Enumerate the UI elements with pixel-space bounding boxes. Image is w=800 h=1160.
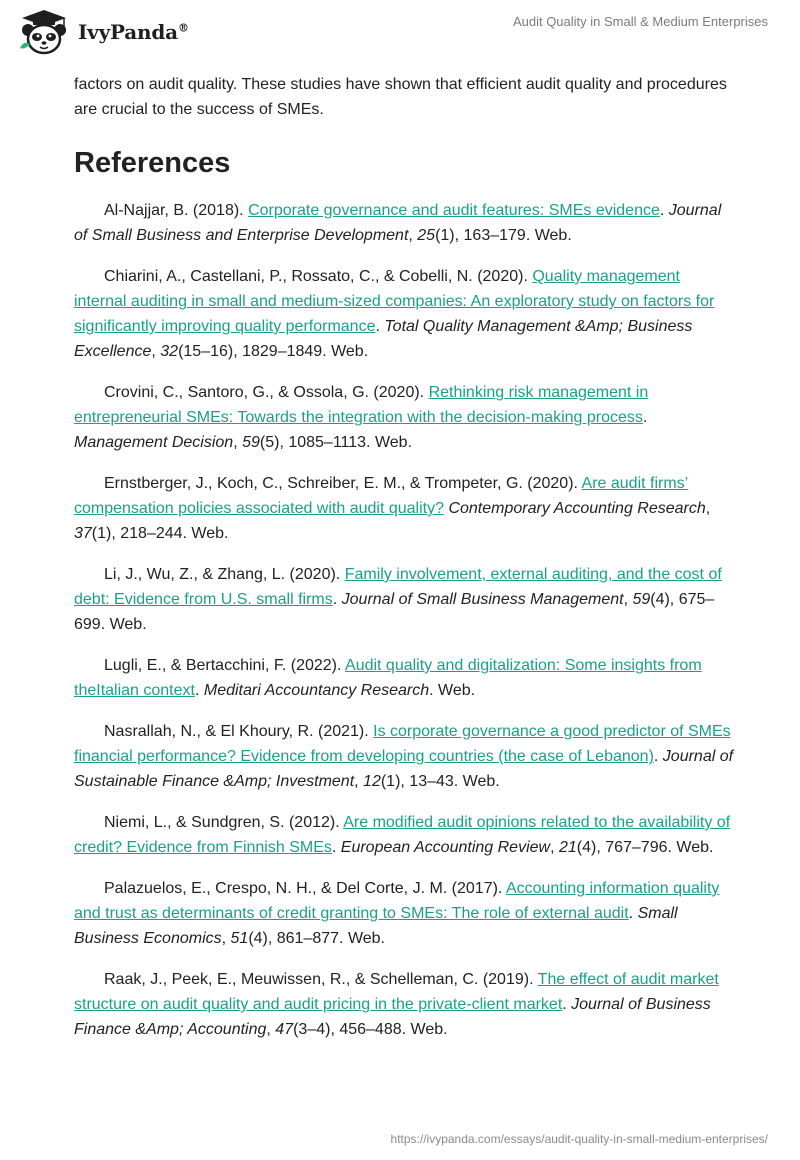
- reference-authors: Crovini, C., Santoro, G., & Ossola, G. (2020).: [104, 384, 429, 401]
- reference-journal: Meditari Accountancy Research: [203, 682, 430, 699]
- reference-journal: Journal of Small Business Management: [341, 591, 624, 608]
- reference-entry: Chiarini, A., Castellani, P., Rossato, C., & Cobelli, N. (2020). Quality management internal auditing in small and medium-sized companies: An exploratory study on factors for significantly improving quality performance. Total Quality Management &Amp; Business Excellence, 32(15–16), 1829–1849. Web.: [74, 268, 715, 360]
- reference-journal: Total Quality Management &Amp; Business Excellence: [74, 318, 693, 360]
- reference-authors: Lugli, E., & Bertacchini, F. (2022).: [104, 657, 346, 674]
- reference-link[interactable]: Rethinking risk management in entrepreneurial SMEs: Towards the integration with the decision-making process: [74, 384, 649, 426]
- reference-authors: Chiarini, A., Castellani, P., Rossato, C., & Cobelli, N. (2020).: [104, 268, 533, 285]
- reference-authors: Li, J., Wu, Z., & Zhang, L. (2020).: [104, 566, 345, 583]
- reference-volume: 21: [558, 839, 577, 856]
- brand-name: IvyPanda®: [78, 20, 189, 44]
- panda-graduate-icon: [16, 8, 72, 56]
- reference-volume: 59: [632, 591, 651, 608]
- reference-entry: Ernstberger, J., Koch, C., Schreiber, E. M., & Trompeter, G. (2020). Are audit firms’ compensation policies associated with audit quality? Contemporary Accounting Research, 37(1), 218–244. Web.: [74, 475, 711, 542]
- reference-journal: Journal of Business Finance &Amp; Accounting: [74, 996, 711, 1038]
- reference-volume: 47: [275, 1021, 294, 1038]
- reference-link[interactable]: Audit quality and digitalization: Some insights from theItalian context: [74, 657, 702, 699]
- reference-journal: Small Business Economics: [74, 905, 678, 947]
- reference-link[interactable]: Are modified audit opinions related to the availability of credit? Evidence from Finnish SMEs: [74, 814, 731, 856]
- page-header: [0, 0, 800, 60]
- registered-mark: ®: [177, 21, 189, 35]
- reference-link[interactable]: The effect of audit market structure on audit quality and audit pricing in the private-client market: [74, 971, 719, 1013]
- reference-entry: Crovini, C., Santoro, G., & Ossola, G. (2020). Rethinking risk management in entrepreneurial SMEs: Towards the integration with the decision-making process. Management Decision, 59(5), 1085–1113. Web.: [74, 384, 649, 451]
- reference-journal: Journal of Small Business and Enterprise Development: [74, 202, 722, 244]
- reference-entry: Palazuelos, E., Crespo, N. H., & Del Corte, J. M. (2017). Accounting information quality and trust as determinants of credit granting to SMEs: The role of external audit. Small Business Economics, 51(4), 861–877. Web.: [74, 880, 720, 947]
- footer-url[interactable]: https://ivypanda.com/essays/audit-quality-in-small-medium-enterprises/: [390, 1132, 768, 1146]
- reference-link[interactable]: Are audit firms’ compensation policies associated with audit quality?: [74, 475, 689, 517]
- reference-entry: Nasrallah, N., & El Khoury, R. (2021). Is corporate governance a good predictor of SMEs financial performance? Evidence from developing countries (the case of Lebanon). Journal of Sustainable Finance &Amp; Investment, 12(1), 13–43. Web.: [74, 723, 734, 790]
- document-title: Audit Quality in Small & Medium Enterprises: [512, 14, 768, 29]
- reference-volume: 59: [242, 434, 260, 451]
- reference-volume: 25: [417, 227, 436, 244]
- reference-link[interactable]: Corporate governance and audit features: SMEs evidence: [248, 202, 660, 219]
- reference-link[interactable]: Accounting information quality and trust as determinants of credit granting to SMEs: The role of external audit: [74, 880, 720, 922]
- reference-authors: Palazuelos, E., Crespo, N. H., & Del Corte, J. M. (2017).: [104, 880, 506, 897]
- reference-link[interactable]: Quality management internal auditing in small and medium-sized companies: An exploratory study on factors for significantly improving quality performance: [74, 268, 715, 335]
- reference-volume: 51: [230, 930, 249, 947]
- reference-link[interactable]: Is corporate governance a good predictor of SMEs financial performance? Evidence from developing countries (the case of Lebanon): [74, 723, 731, 765]
- reference-entry: Niemi, L., & Sundgren, S. (2012). Are modified audit opinions related to the availability of credit? Evidence from Finnish SMEs. European Accounting Review, 21(4), 767–796. Web.: [74, 814, 731, 856]
- reference-entry: Lugli, E., & Bertacchini, F. (2022). Audit quality and digitalization: Some insights from theItalian context. Meditari Accountancy Research. Web.: [74, 657, 702, 699]
- reference-journal: Journal of Sustainable Finance &Amp; Investment: [74, 748, 734, 790]
- references-list: [74, 198, 734, 1042]
- reference-authors: Raak, J., Peek, E., Meuwissen, R., & Schelleman, C. (2019).: [104, 971, 538, 988]
- intro-paragraph: factors on audit quality. These studies have shown that efficient audit quality and procedures are crucial to the success of SMEs.: [74, 76, 727, 118]
- reference-link[interactable]: Family involvement, external auditing, and the cost of debt: Evidence from U.S. small firms: [74, 566, 722, 608]
- reference-journal: Contemporary Accounting Research: [448, 500, 706, 517]
- reference-entry: Li, J., Wu, Z., & Zhang, L. (2020). Family involvement, external auditing, and the cost of debt: Evidence from U.S. small firms. Journal of Small Business Management, 59(4), 675–699. Web.: [74, 566, 722, 633]
- reference-authors: Al-Najjar, B. (2018).: [104, 202, 249, 219]
- reference-authors: Nasrallah, N., & El Khoury, R. (2021).: [104, 723, 374, 740]
- references-heading: References: [74, 147, 231, 179]
- reference-journal: European Accounting Review: [340, 839, 551, 856]
- reference-entry: Al-Najjar, B. (2018). Corporate governance and audit features: SMEs evidence. Journal of Small Business and Enterprise Development, 25(1), 163–179. Web.: [74, 202, 722, 244]
- reference-authors: Niemi, L., & Sundgren, S. (2012).: [104, 814, 344, 831]
- reference-volume: 32: [160, 343, 179, 360]
- reference-journal: Management Decision: [74, 434, 234, 451]
- reference-entry: Raak, J., Peek, E., Meuwissen, R., & Schelleman, C. (2019). The effect of audit market structure on audit quality and audit pricing in the private-client market. Journal of Business Finance &Amp; Accounting, 47(3–4), 456–488. Web.: [74, 971, 719, 1038]
- reference-volume: 12: [363, 773, 381, 790]
- document-body: [74, 72, 734, 1058]
- reference-authors: Ernstberger, J., Koch, C., Schreiber, E. M., & Trompeter, G. (2020).: [104, 475, 582, 492]
- reference-volume: 37: [74, 525, 92, 542]
- ivypanda-logo[interactable]: [16, 8, 189, 56]
